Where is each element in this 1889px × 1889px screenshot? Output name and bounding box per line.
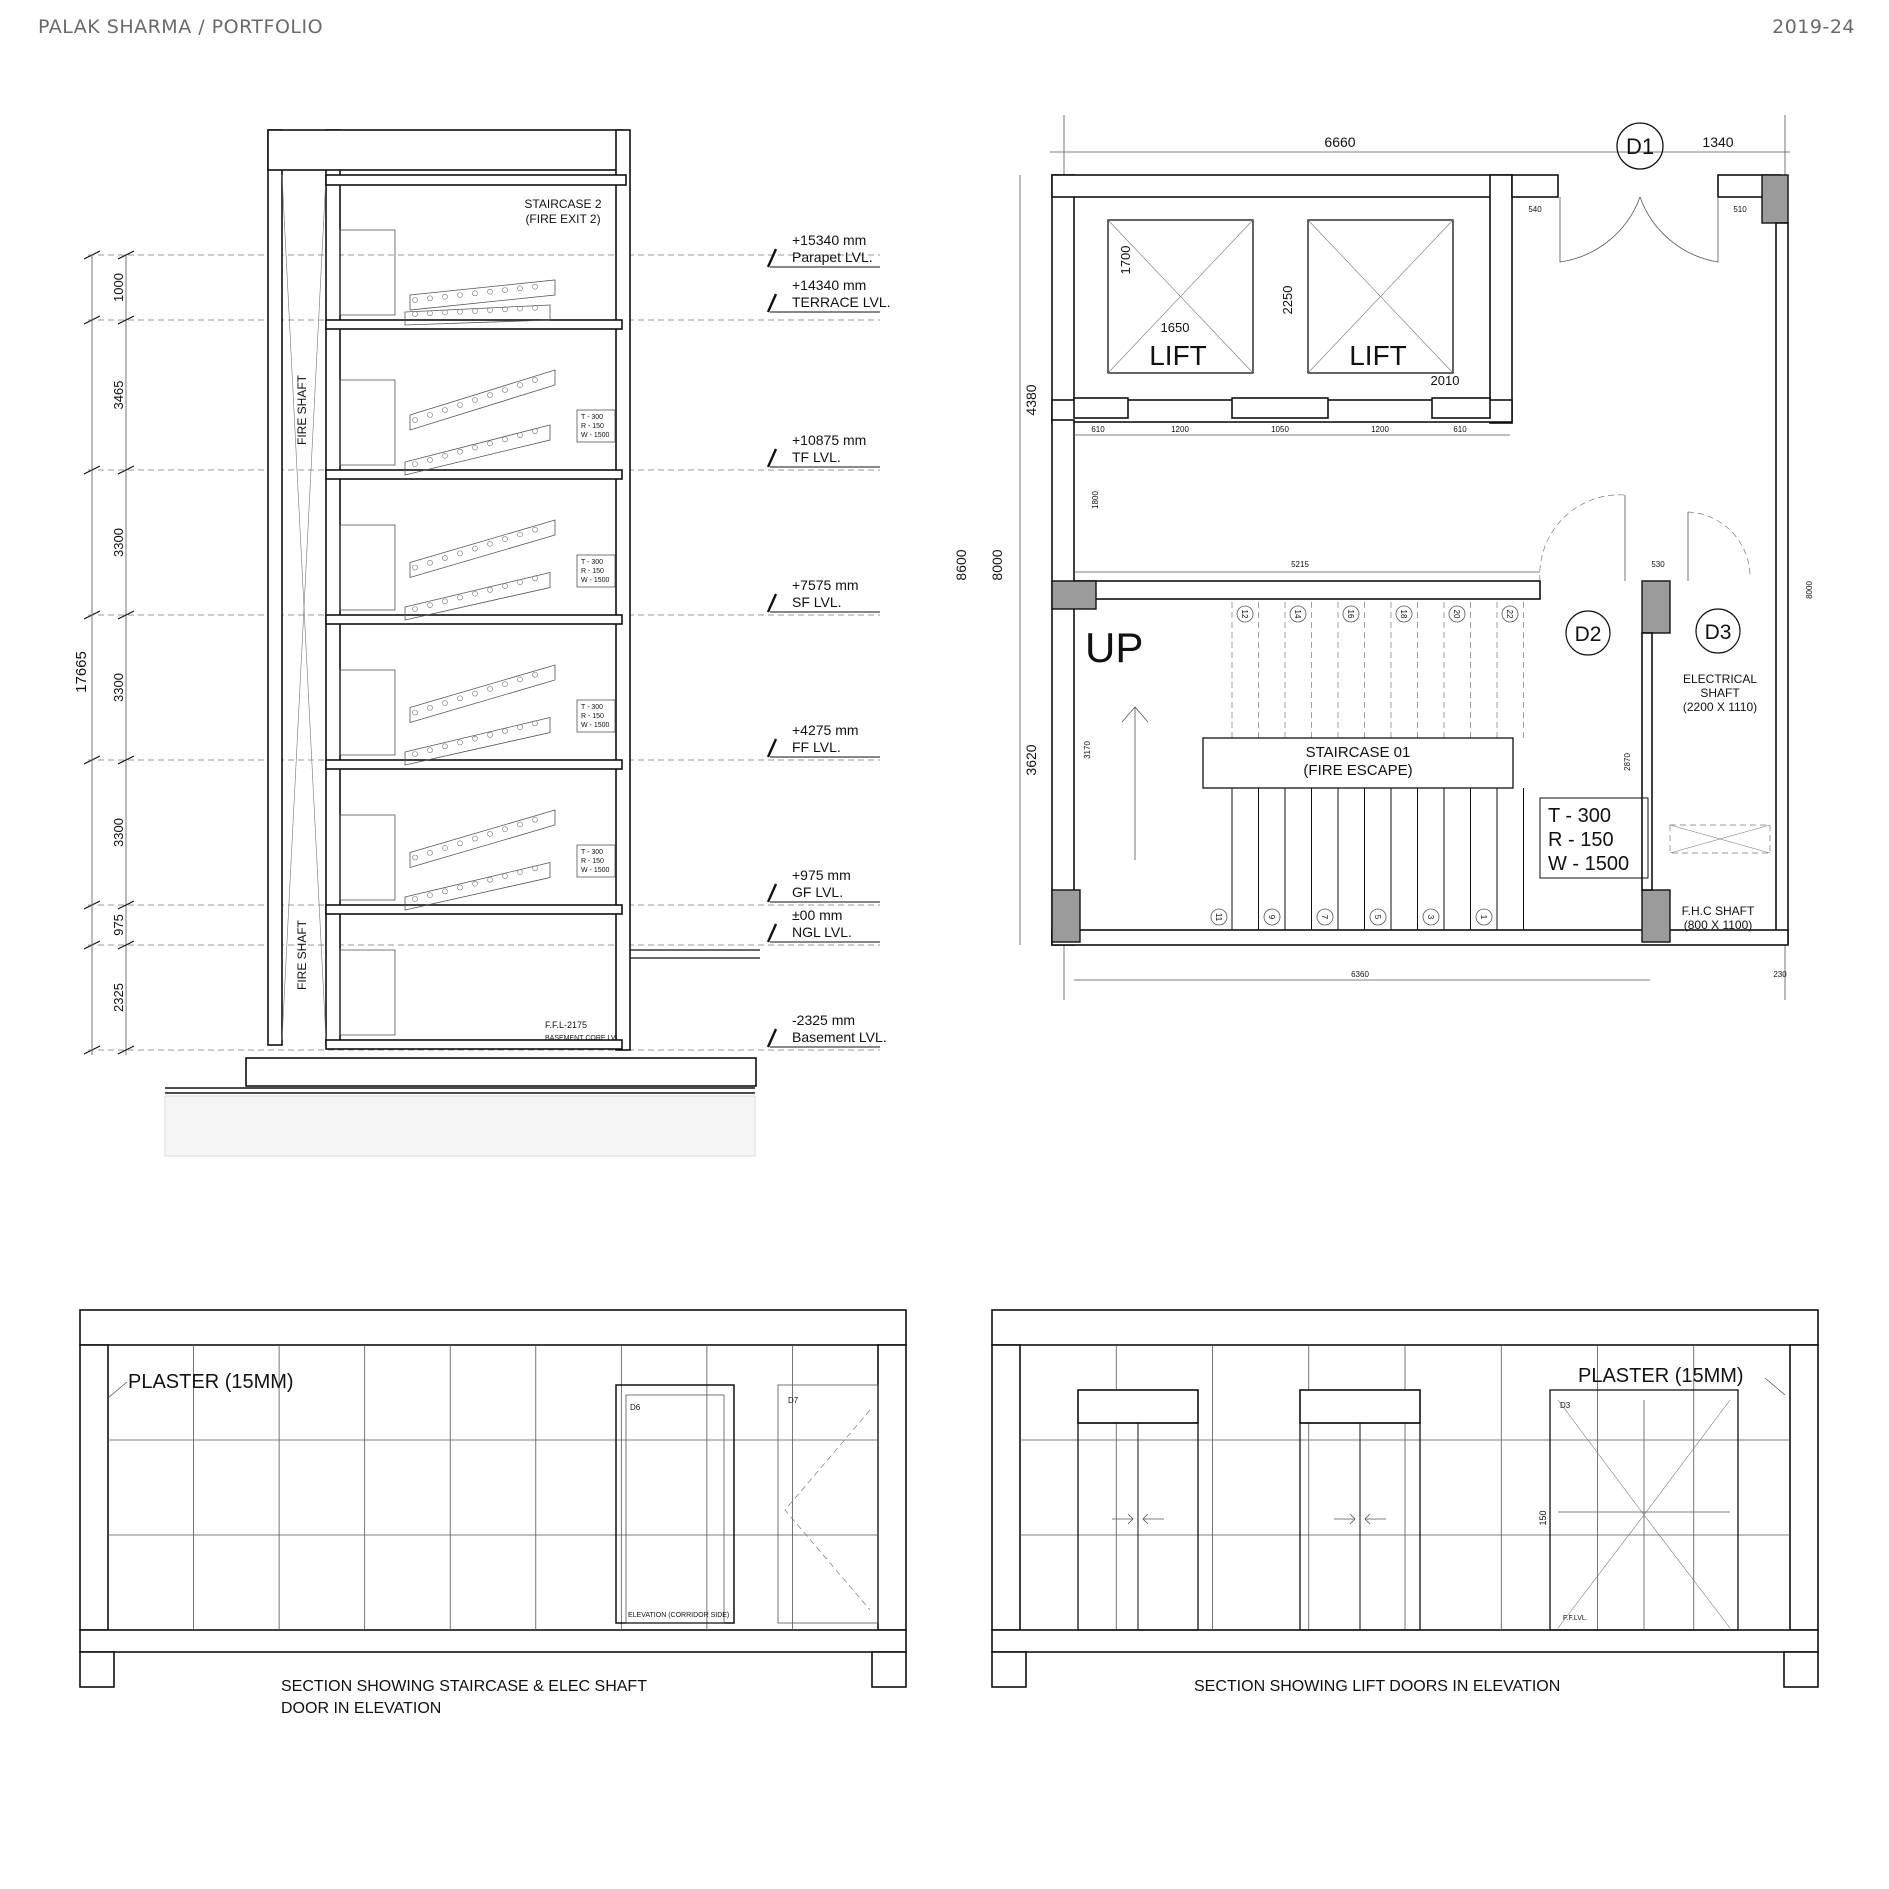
stair-spec-text: R - 150	[581, 423, 604, 430]
landing-door	[340, 670, 395, 755]
plan-dim-510: 510	[1733, 205, 1747, 214]
plan-dim-230: 230	[1773, 970, 1787, 979]
stair-spec-text: T - 300	[581, 559, 604, 566]
tread-number: 9	[1267, 914, 1276, 920]
plan-dim-530: 530	[1651, 560, 1665, 569]
plan-dim-3620: 3620	[1023, 744, 1039, 776]
plan-dim-1340: 1340	[1702, 134, 1734, 150]
elev-left-bottom-slab	[80, 1630, 906, 1652]
plan-stair-spec-t: T - 300	[1548, 805, 1611, 827]
elev-right-door-tag: D3	[1560, 1401, 1571, 1410]
foundation-slab	[246, 1058, 756, 1086]
total-height-dim: 17665	[73, 651, 90, 693]
door-d2-swing	[1540, 495, 1625, 581]
tread-number: 5	[1373, 914, 1382, 920]
door-tag-d7: D7	[788, 1396, 799, 1405]
portfolio-years: 2019-24	[1772, 16, 1855, 38]
stair-spec-text: W - 1500	[581, 577, 610, 584]
plan-dim-610-a: 610	[1091, 425, 1105, 434]
elevation-left-caption	[281, 1676, 647, 1720]
level-name: FF LVL.	[792, 739, 841, 755]
up-label: UP	[1085, 624, 1144, 671]
up-arrow	[1122, 707, 1148, 860]
elev-left-top-slab	[80, 1310, 906, 1345]
lift-dim-1650: 1650	[1160, 320, 1190, 335]
lift-1-label: LIFT	[1149, 340, 1207, 371]
parapet-slab	[326, 175, 626, 185]
level-name: NGL LVL.	[792, 924, 852, 940]
segment-dim: 975	[111, 914, 126, 936]
stair-spec-text: W - 1500	[581, 722, 610, 729]
plan-dim-8000: 8000	[989, 549, 1005, 581]
floor-slab	[326, 470, 622, 479]
landing-door	[340, 950, 395, 1035]
stair-spec-text: R - 150	[581, 713, 604, 720]
plan-column	[1762, 175, 1788, 223]
tread-number: 14	[1293, 609, 1302, 619]
plan-dim-3170: 3170	[1083, 741, 1092, 759]
level-value: +14340 mm	[792, 277, 867, 293]
plan-dim-5215: 5215	[1291, 560, 1309, 569]
floor-slab	[326, 905, 622, 914]
fhc-shaft-label: F.H.C SHAFT	[1681, 904, 1755, 918]
door-tag-d6: D6	[630, 1403, 641, 1412]
electrical-shaft-label-2: SHAFT	[1700, 686, 1740, 700]
landing-door	[340, 525, 395, 610]
plan-wall-upper-left	[1052, 175, 1074, 423]
lift-dim-2250: 2250	[1280, 285, 1295, 315]
stair-flight-lower	[405, 863, 550, 911]
staircase-01-sublabel: (FIRE ESCAPE)	[1303, 762, 1413, 779]
staircase-01-label: STAIRCASE 01	[1305, 744, 1411, 761]
fhc-shaft-size: (800 X 1100)	[1683, 918, 1753, 932]
elevation-left-caption-line2: DOOR IN ELEVATION	[281, 1700, 442, 1717]
landing-door	[340, 380, 395, 465]
stair-flight-upper	[410, 520, 555, 578]
ffl-note: F.F.L-2175	[545, 1020, 588, 1030]
elev-right-plaster-label: PLASTER (15MM)	[1578, 1365, 1744, 1387]
plan-dim-1200-a: 1200	[1171, 425, 1189, 434]
basement-core-note: BASEMENT CORE LVL	[545, 1035, 620, 1042]
staircase-2-sublabel: (FIRE EXIT 2)	[525, 212, 601, 226]
landing-door	[340, 815, 395, 900]
staircase-section-drawing	[73, 130, 891, 1156]
tread-number: 20	[1452, 609, 1461, 619]
electrical-shaft-size: (2200 X 1110)	[1682, 700, 1758, 714]
level-value: -2325 mm	[792, 1012, 856, 1028]
stair-spec-text: W - 1500	[581, 432, 610, 439]
plan-stair-spec-w: W - 1500	[1548, 853, 1630, 875]
portfolio-author-title: PALAK SHARMA / PORTFOLIO	[38, 16, 324, 38]
stair-spec-text: T - 300	[581, 414, 604, 421]
door-tag-d3: D3	[1704, 621, 1732, 644]
tread-number: 1	[1479, 914, 1488, 920]
plan-dim-4380: 4380	[1023, 384, 1039, 416]
segment-dim: 3465	[111, 380, 126, 410]
level-value: +15340 mm	[792, 232, 867, 248]
plan-stair-spec-r: R - 150	[1548, 829, 1614, 851]
level-name: Basement LVL.	[792, 1029, 887, 1045]
plan-dim-610-b: 610	[1453, 425, 1467, 434]
stair-flight-lower	[405, 425, 550, 475]
level-name: Parapet LVL.	[792, 249, 873, 265]
door-d1-swing-right	[1640, 197, 1718, 262]
fire-shaft-label-upper: FIRE SHAFT	[295, 374, 309, 446]
elev-right-dim-150: 150	[1538, 1510, 1548, 1526]
segment-dim: 1000	[111, 273, 126, 302]
elev-left-plaster-label: PLASTER (15MM)	[128, 1371, 294, 1393]
plan-dim-8000-right: 8000	[1805, 581, 1814, 599]
lift-2-header	[1300, 1390, 1420, 1423]
lift-dim-1700: 1700	[1118, 245, 1133, 275]
stair-flight-upper	[410, 370, 555, 430]
electrical-shaft-label: ELECTRICAL	[1682, 672, 1758, 686]
roof-slab	[268, 130, 622, 170]
staircase-2-label: STAIRCASE 2	[524, 197, 602, 211]
door-tag-d2: D2	[1574, 623, 1602, 646]
door-tag-d1: D1	[1625, 134, 1655, 159]
plan-dim-1200-b: 1200	[1371, 425, 1389, 434]
fire-shaft-label-lower: FIRE SHAFT	[295, 919, 309, 991]
door-d1-swing-left	[1560, 197, 1640, 262]
level-value: +10875 mm	[792, 432, 867, 448]
level-value: +4275 mm	[792, 722, 859, 738]
door-d6-frame	[616, 1385, 734, 1623]
level-name: GF LVL.	[792, 884, 844, 900]
plan-dim-1800: 1800	[1091, 491, 1100, 509]
shaft-outer-wall	[268, 130, 282, 1045]
lift-2-label: LIFT	[1349, 340, 1407, 371]
elevation-staircase-elec-shaft	[80, 1310, 906, 1687]
tread-number: 16	[1346, 609, 1355, 619]
segment-dim: 3300	[111, 673, 126, 702]
elevation-left-caption-line1: SECTION SHOWING STAIRCASE & ELEC SHAFT	[281, 1678, 647, 1695]
plan-dim-8600: 8600	[953, 549, 969, 581]
tread-number: 18	[1399, 609, 1408, 619]
floor-plan-drawing	[953, 115, 1814, 1000]
stair-spec-text: R - 150	[581, 858, 604, 865]
level-name: TERRACE LVL.	[792, 294, 891, 310]
stair-spec-text: W - 1500	[581, 867, 610, 874]
level-name: SF LVL.	[792, 594, 842, 610]
tread-number: 12	[1240, 609, 1249, 619]
tread-number: 7	[1320, 914, 1329, 920]
plan-dim-6360: 6360	[1351, 970, 1369, 979]
stair-flight-upper	[410, 810, 555, 868]
segment-dim: 2325	[111, 983, 126, 1012]
elevation-lift-doors	[992, 1310, 1818, 1687]
stair-flight-lower	[405, 573, 550, 621]
tread-number: 11	[1214, 912, 1223, 922]
level-value: +975 mm	[792, 867, 851, 883]
stair-spec-text: T - 300	[581, 704, 604, 711]
segment-dim: 3300	[111, 528, 126, 557]
elev-right-ffl: F.F.LVL.	[1563, 1615, 1588, 1622]
door-d6-caption: ELEVATION (CORRIDOR SIDE)	[628, 1612, 730, 1619]
plan-dim-540: 540	[1528, 205, 1542, 214]
plan-dim-6660: 6660	[1324, 134, 1356, 150]
stair-spec-text: T - 300	[581, 849, 604, 856]
floor-slab	[326, 320, 622, 329]
door-d3-swing	[1688, 512, 1750, 575]
tread-number: 3	[1426, 914, 1435, 920]
stair-spec-text: R - 150	[581, 568, 604, 575]
landing-door	[340, 230, 395, 315]
lift-1-header	[1078, 1390, 1198, 1423]
stair-flight-upper	[410, 665, 555, 723]
earth-hatch	[165, 1096, 755, 1156]
level-value: +7575 mm	[792, 577, 859, 593]
floor-slab	[326, 760, 622, 769]
stair-flight-lower	[405, 718, 550, 766]
level-value: ±00 mm	[792, 907, 843, 923]
plan-wall-bottom	[1052, 930, 1788, 945]
level-name: TF LVL.	[792, 449, 841, 465]
plan-dim-1050: 1050	[1271, 425, 1289, 434]
segment-dim: 3300	[111, 818, 126, 847]
floor-slab	[326, 615, 622, 624]
tread-number: 22	[1505, 609, 1514, 619]
vertical-dimension-chain	[84, 251, 134, 1055]
plan-dim-2870: 2870	[1623, 753, 1632, 771]
elevation-right-caption: SECTION SHOWING LIFT DOORS IN ELEVATION	[1194, 1678, 1561, 1695]
lift-dim-2010: 2010	[1430, 373, 1460, 388]
